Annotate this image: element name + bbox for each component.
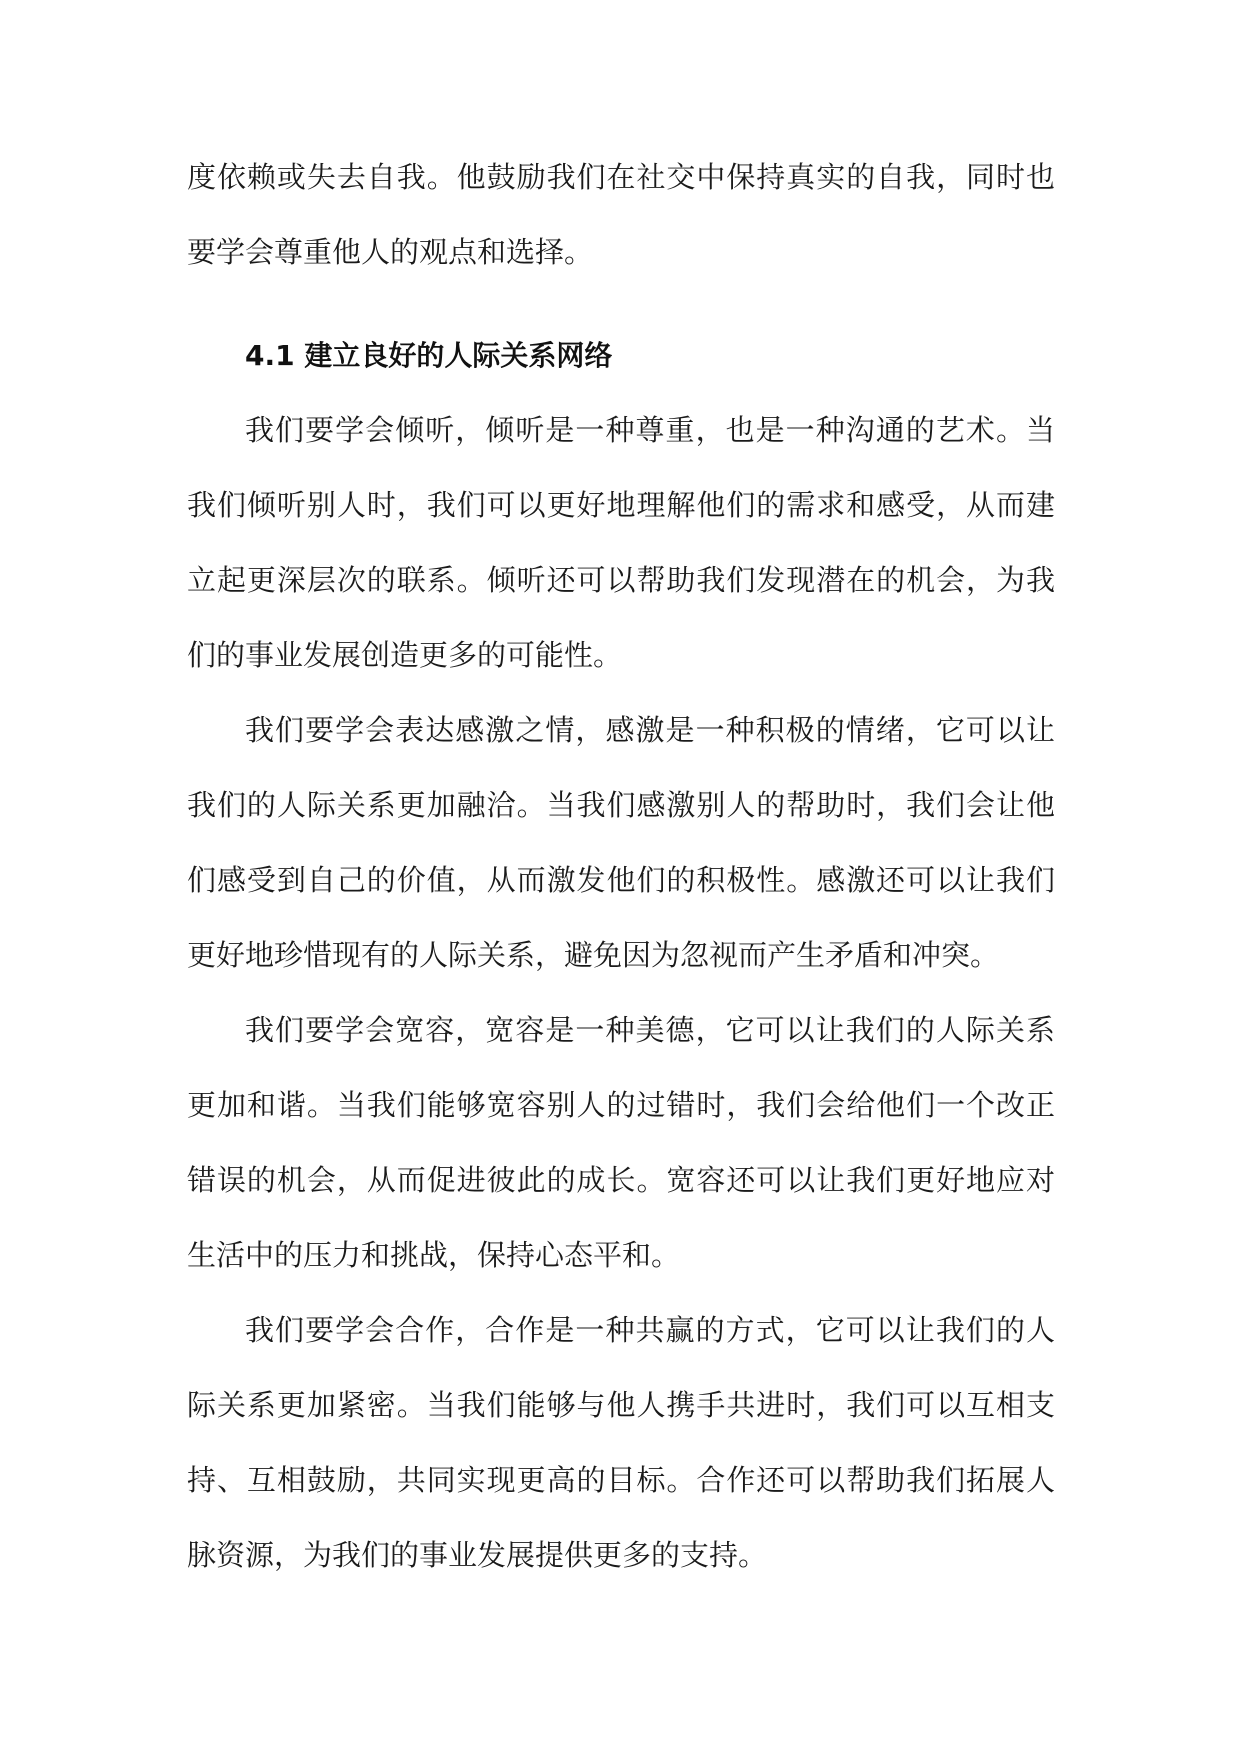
section-heading: 4.1 建立良好的人际关系网络: [245, 339, 613, 372]
paragraph-gratitude: 我们要学会表达感激之情，感激是一种积极的情绪，它可以让我们的人际关系更加融洽。当我们感激别人的帮助时，我们会让他们感受到自己的价值，从而激发他们的积极性。感激还可以让我们更好地珍惜现有的人际关系，避免因为忽视而产生矛盾和冲突。: [187, 713, 1055, 972]
paragraph-cooperation: 我们要学会合作，合作是一种共赢的方式，它可以让我们的人际关系更加紧密。当我们能够与他人携手共进时，我们可以互相支持、互相鼓励，共同实现更高的目标。合作还可以帮助我们拓展人脉资源，为我们的事业发展提供更多的支持。: [187, 1313, 1055, 1572]
continuation-paragraph: 度依赖或失去自我。他鼓励我们在社交中保持真实的自我，同时也要学会尊重他人的观点和选择。: [187, 160, 1055, 269]
document-body: [187, 140, 1055, 1593]
paragraph-listening: 我们要学会倾听，倾听是一种尊重，也是一种沟通的艺术。当我们倾听别人时，我们可以更好地理解他们的需求和感受，从而建立起更深层次的联系。倾听还可以帮助我们发现潜在的机会，为我们的事业发展创造更多的可能性。: [187, 413, 1055, 672]
paragraph-tolerance: 我们要学会宽容，宽容是一种美德，它可以让我们的人际关系更加和谐。当我们能够宽容别人的过错时，我们会给他们一个改正错误的机会，从而促进彼此的成长。宽容还可以让我们更好地应对生活中的压力和挑战，保持心态平和。: [187, 1013, 1055, 1272]
